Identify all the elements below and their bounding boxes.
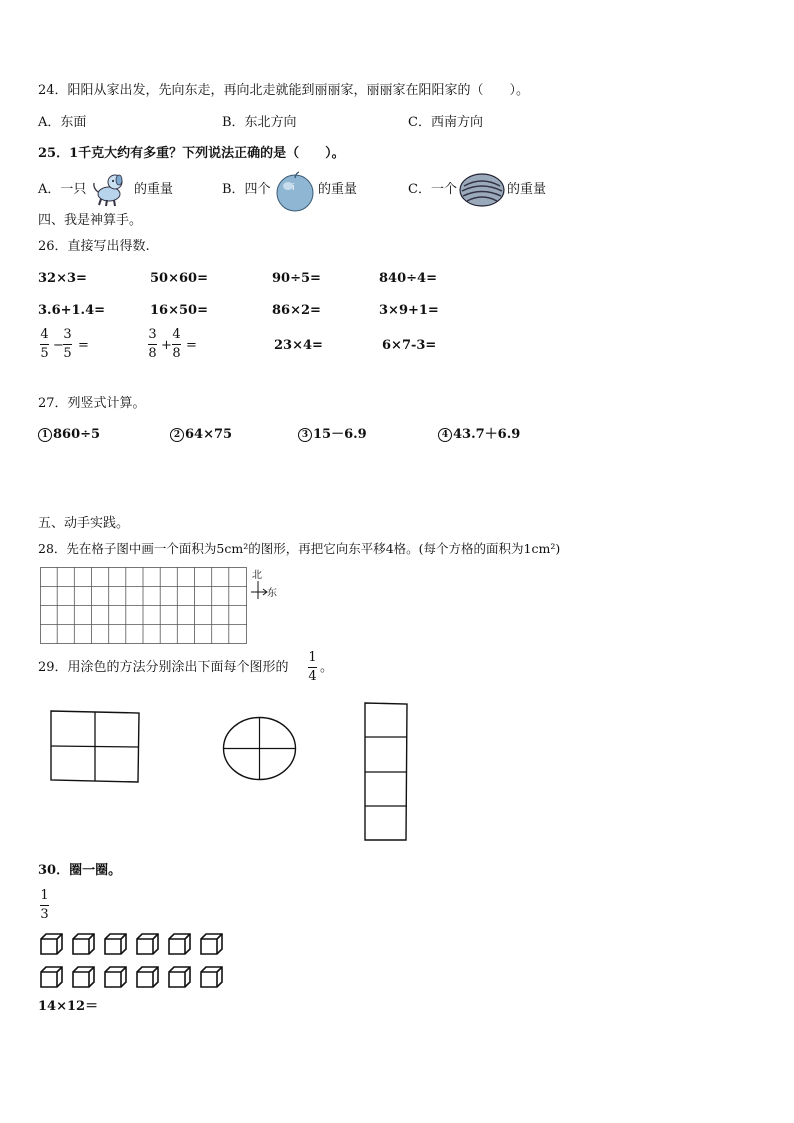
cube-icon bbox=[105, 967, 126, 987]
q30-expression: 14×12＝ bbox=[38, 999, 99, 1014]
q28-stem: 28．先在格子图中画一个面积为5cm²的图形，再把它向东平移4格。(每个方格的面积为1cm²) bbox=[38, 541, 561, 556]
q26-item: 32×3= bbox=[38, 271, 87, 286]
fraction bbox=[308, 651, 317, 684]
q25-option-c-suffix: 的重量 bbox=[507, 182, 547, 197]
cube-icon bbox=[169, 967, 190, 987]
q27-expr: 860÷5 bbox=[53, 427, 101, 442]
numerator: 1 bbox=[308, 650, 317, 665]
q27-expr: 43.7＋6.9 bbox=[453, 427, 521, 442]
q24-option-b: B．东北方向 bbox=[222, 115, 297, 130]
q25-option-a-prefix: A．一只 bbox=[38, 182, 87, 197]
denominator: 4 bbox=[308, 669, 317, 684]
cube-icon bbox=[201, 967, 222, 987]
q26-item: 840÷4= bbox=[379, 271, 437, 286]
denominator: 8 bbox=[172, 346, 181, 361]
q26-item: 23×4= bbox=[274, 338, 323, 353]
q26-item: 6×7-3= bbox=[382, 338, 437, 353]
cube-icon bbox=[41, 967, 62, 987]
section-5-heading: 五、动手实践。 bbox=[38, 516, 130, 531]
cube-icon bbox=[105, 934, 126, 954]
equals: = bbox=[186, 338, 197, 353]
denominator: 5 bbox=[40, 346, 49, 361]
q27-item bbox=[38, 426, 100, 444]
q29-stem bbox=[38, 659, 289, 677]
q26-item: 50×60= bbox=[150, 271, 208, 286]
operator: − bbox=[53, 338, 64, 353]
circled-number: 4 bbox=[438, 428, 452, 442]
circled-number: 1 bbox=[38, 428, 52, 442]
svg-text:i: i bbox=[292, 183, 295, 193]
grid-paper[interactable] bbox=[40, 567, 280, 647]
column-figure[interactable] bbox=[364, 702, 410, 842]
denominator: 8 bbox=[148, 346, 157, 361]
q24-stem: 24．阳阳从家出发，先向东走，再向北走就能到丽丽家，丽丽家在阳阳家的（ ）。 bbox=[38, 83, 530, 98]
q27-expr: 15－6.9 bbox=[313, 427, 367, 442]
q26-item: 16×50= bbox=[150, 303, 208, 318]
q26-stem: 26．直接写出得数. bbox=[38, 239, 150, 254]
section-4-heading: 四、我是神算手。 bbox=[38, 213, 143, 228]
fraction bbox=[148, 328, 157, 361]
q27-item bbox=[170, 426, 232, 444]
cube-icon bbox=[41, 934, 62, 954]
cube-icon bbox=[73, 934, 94, 954]
fraction bbox=[172, 328, 181, 361]
q25-stem: 25．1千克大约有多重？下列说法正确的是（ ）。 bbox=[38, 146, 345, 161]
q26-item: 3×9+1= bbox=[379, 303, 439, 318]
q29-tail: 。 bbox=[320, 660, 334, 675]
q27-item bbox=[298, 426, 367, 444]
numerator: 4 bbox=[40, 327, 49, 342]
cube-icon bbox=[73, 967, 94, 987]
fraction bbox=[40, 889, 49, 922]
q29-stem-text: 29．用涂色的方法分别涂出下面每个图形的 bbox=[38, 660, 289, 675]
north-label: 北 bbox=[252, 570, 262, 581]
q24-option-c: C．西南方向 bbox=[408, 115, 483, 130]
q26-item: 90÷5= bbox=[272, 271, 321, 286]
numerator: 3 bbox=[63, 327, 72, 342]
dog-icon bbox=[90, 170, 124, 208]
q27-item bbox=[438, 426, 520, 444]
circle-figure[interactable] bbox=[222, 716, 298, 782]
numerator: 3 bbox=[148, 327, 157, 342]
watermelon-icon bbox=[458, 172, 506, 208]
fraction bbox=[63, 328, 72, 361]
east-label: 东 bbox=[267, 588, 277, 599]
fraction bbox=[40, 328, 49, 361]
q26-item: 3.6+1.4= bbox=[38, 303, 106, 318]
q30-stem: 30．圈一圈。 bbox=[38, 863, 122, 878]
operator: + bbox=[161, 338, 172, 353]
q25-option-b-suffix: 的重量 bbox=[318, 182, 358, 197]
q24-option-a: A．东面 bbox=[38, 115, 87, 130]
q25-option-a-suffix: 的重量 bbox=[134, 182, 174, 197]
numerator: 4 bbox=[172, 327, 181, 342]
denominator: 3 bbox=[40, 907, 49, 922]
circled-number: 2 bbox=[170, 428, 184, 442]
rectangle-figure[interactable] bbox=[50, 710, 142, 784]
cube-icon bbox=[137, 967, 158, 987]
cube-icon bbox=[137, 934, 158, 954]
apple-icon bbox=[275, 172, 315, 212]
numerator: 1 bbox=[40, 888, 49, 903]
equals: = bbox=[78, 338, 89, 353]
cube-icon bbox=[201, 934, 222, 954]
q25-option-c-prefix: C．一个 bbox=[408, 182, 457, 197]
cubes-group[interactable] bbox=[40, 932, 230, 992]
q27-stem: 27．列竖式计算。 bbox=[38, 396, 146, 411]
circled-number: 3 bbox=[298, 428, 312, 442]
compass-icon bbox=[251, 581, 267, 599]
q26-item: 86×2= bbox=[272, 303, 321, 318]
q27-expr: 64×75 bbox=[185, 427, 233, 442]
q25-option-b-prefix: B．四个 bbox=[222, 182, 271, 197]
cube-icon bbox=[169, 934, 190, 954]
denominator: 5 bbox=[63, 346, 72, 361]
